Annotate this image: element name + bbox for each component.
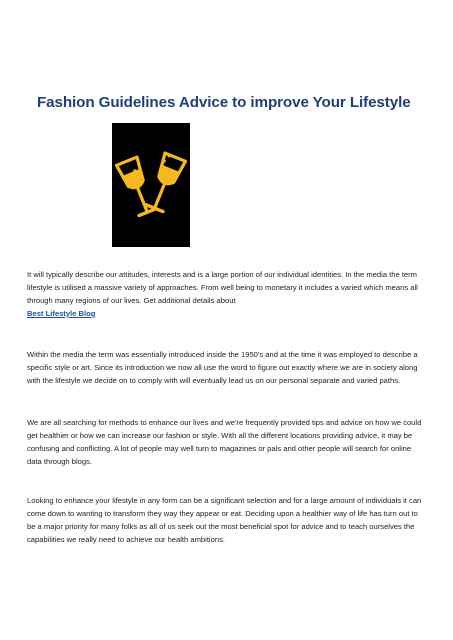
paragraph-searching-methods: We are all searching for methods to enhance our lives and we're frequently provided tips and advice on how we could get healthier or how we can increase our fashion or style. With all the different locations providing advice, it may be confusing and conflicting. A lot of people may well turn to magazines or pals and other people will search for online data through blogs. xyxy=(27,418,422,466)
page-title: Fashion Guidelines Advice to improve Your Lifestyle xyxy=(37,94,411,111)
paragraph-intro xyxy=(27,268,427,320)
paragraph-media-history: Within the media the term was essentially introduced inside the 1950's and at the time it was employed to describe a specific style or art. Since its introduction we now all use the word to figure out exactly where we are in society along with the lifestyle we decide on to comply with will eventually lead us on our personal separate and varied paths. xyxy=(27,350,418,385)
best-lifestyle-blog-link[interactable]: Best Lifestyle Blog xyxy=(27,309,96,318)
paragraph-text: It will typically describe our attitudes, interests and is a large portion of our individual identities. In the media the term lifestyle is utilised a massive variety of approaches. From well being to monetary it includes a varied which means all through many regions of our lives. Get additional details about xyxy=(27,270,418,305)
champagne-toast-icon xyxy=(112,123,190,247)
hero-image xyxy=(112,123,190,247)
paragraph-enhance-lifestyle: Looking to enhance your lifestyle in any form can be a significant selection and for a large amount of individuals it can come down to wanting to transform they way they appear or eat. Deciding upon a healthier way of life has turn out to be a major priority for many folks as all of us seek out the most beneficial spot for advice and to teach ourselves the capabilities we really need to achieve our health ambitions. xyxy=(27,496,422,544)
